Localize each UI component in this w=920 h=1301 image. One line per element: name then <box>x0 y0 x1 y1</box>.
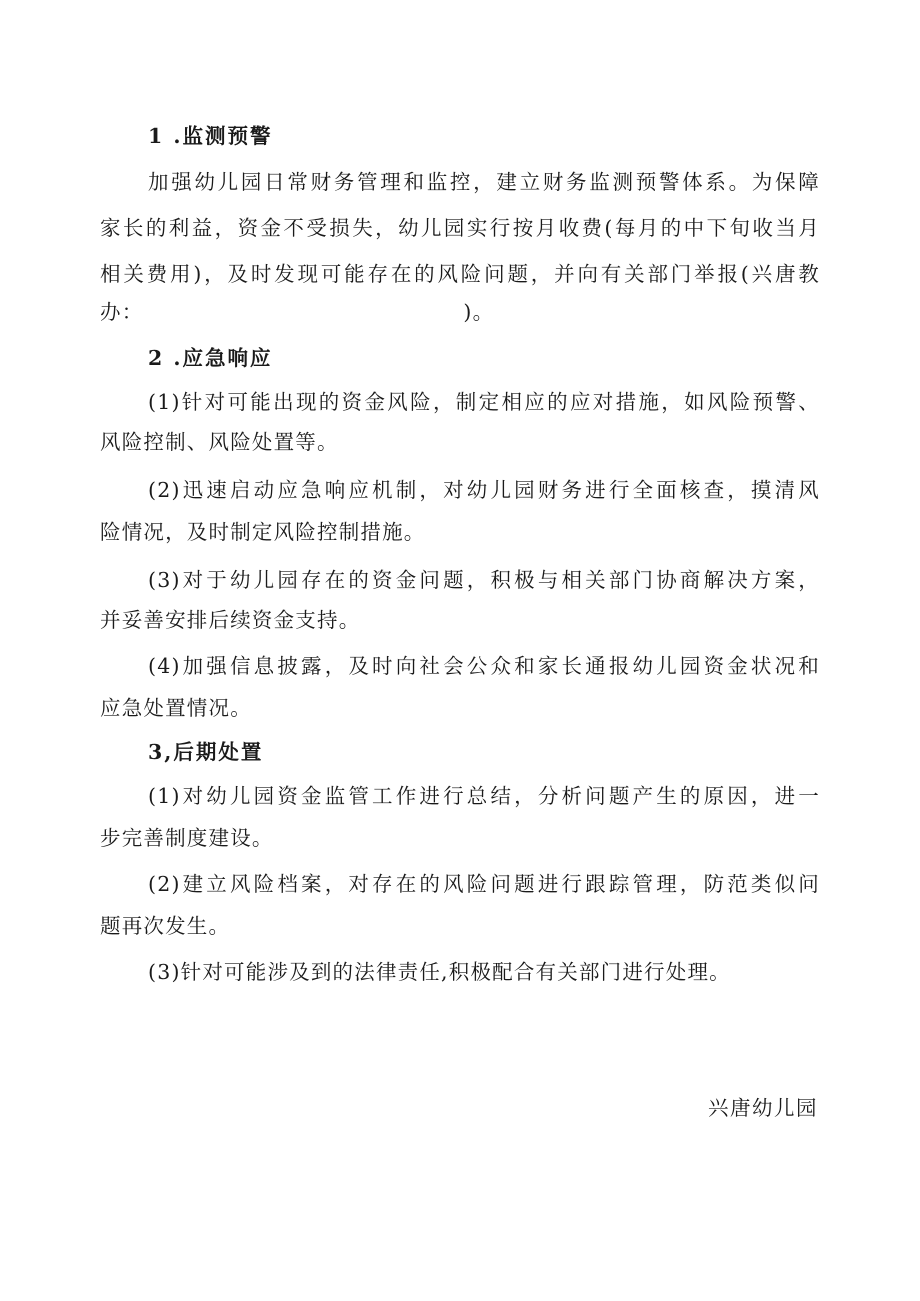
paragraph-line-with-blank <box>100 298 820 326</box>
list-item-line: (1)对幼儿园资金监管工作进行总结，分析问题产生的原因，进一 <box>148 784 820 808</box>
list-item-line: 险情况，及时制定风险控制措施。 <box>100 520 426 544</box>
list-item-line: (2)迅速启动应急响应机制，对幼儿园财务进行全面核查，摸清风 <box>148 478 820 502</box>
signature-org: 兴唐幼儿园 <box>708 1096 818 1120</box>
list-item-line: (3)针对可能涉及到的法律责任,积极配合有关部门进行处理。 <box>148 960 731 984</box>
paragraph-text: 办： <box>100 300 144 324</box>
paragraph-line: 加强幼儿园日常财务管理和监控，建立财务监测预警体系。为保障 <box>148 170 820 194</box>
paragraph-line: 相关费用)，及时发现可能存在的风险问题，并向有关部门举报(兴唐教 <box>100 262 820 286</box>
list-item-line: (1)针对可能出现的资金风险，制定相应的应对措施，如风险预警、 <box>148 390 820 414</box>
list-item-line: 并妥善安排后续资金支持。 <box>100 608 361 632</box>
list-item-line: 题再次发生。 <box>100 914 231 938</box>
list-item-line: (2)建立风险档案，对存在的风险问题进行跟踪管理，防范类似问 <box>148 872 820 896</box>
list-item-line: 应急处置情况。 <box>100 696 252 720</box>
section-heading-emergency: 2 .应急响应 <box>148 346 273 370</box>
paragraph-text: )。 <box>463 300 495 324</box>
paragraph-line: 家长的利益，资金不受损失，幼儿园实行按月收费(每月的中下旬收当月 <box>100 216 820 240</box>
section-heading-monitoring: 1 .监测预警 <box>148 124 273 148</box>
list-item-line: (4)加强信息披露，及时向社会公众和家长通报幼儿园资金状况和 <box>148 654 820 678</box>
section-heading-aftermath: 3,后期处置 <box>148 740 264 764</box>
list-item-line: 步完善制度建设。 <box>100 826 274 850</box>
list-item-line: (3)对于幼儿园存在的资金问题，积极与相关部门协商解决方案， <box>148 568 820 592</box>
list-item-line: 风险控制、风险处置等。 <box>100 430 339 454</box>
